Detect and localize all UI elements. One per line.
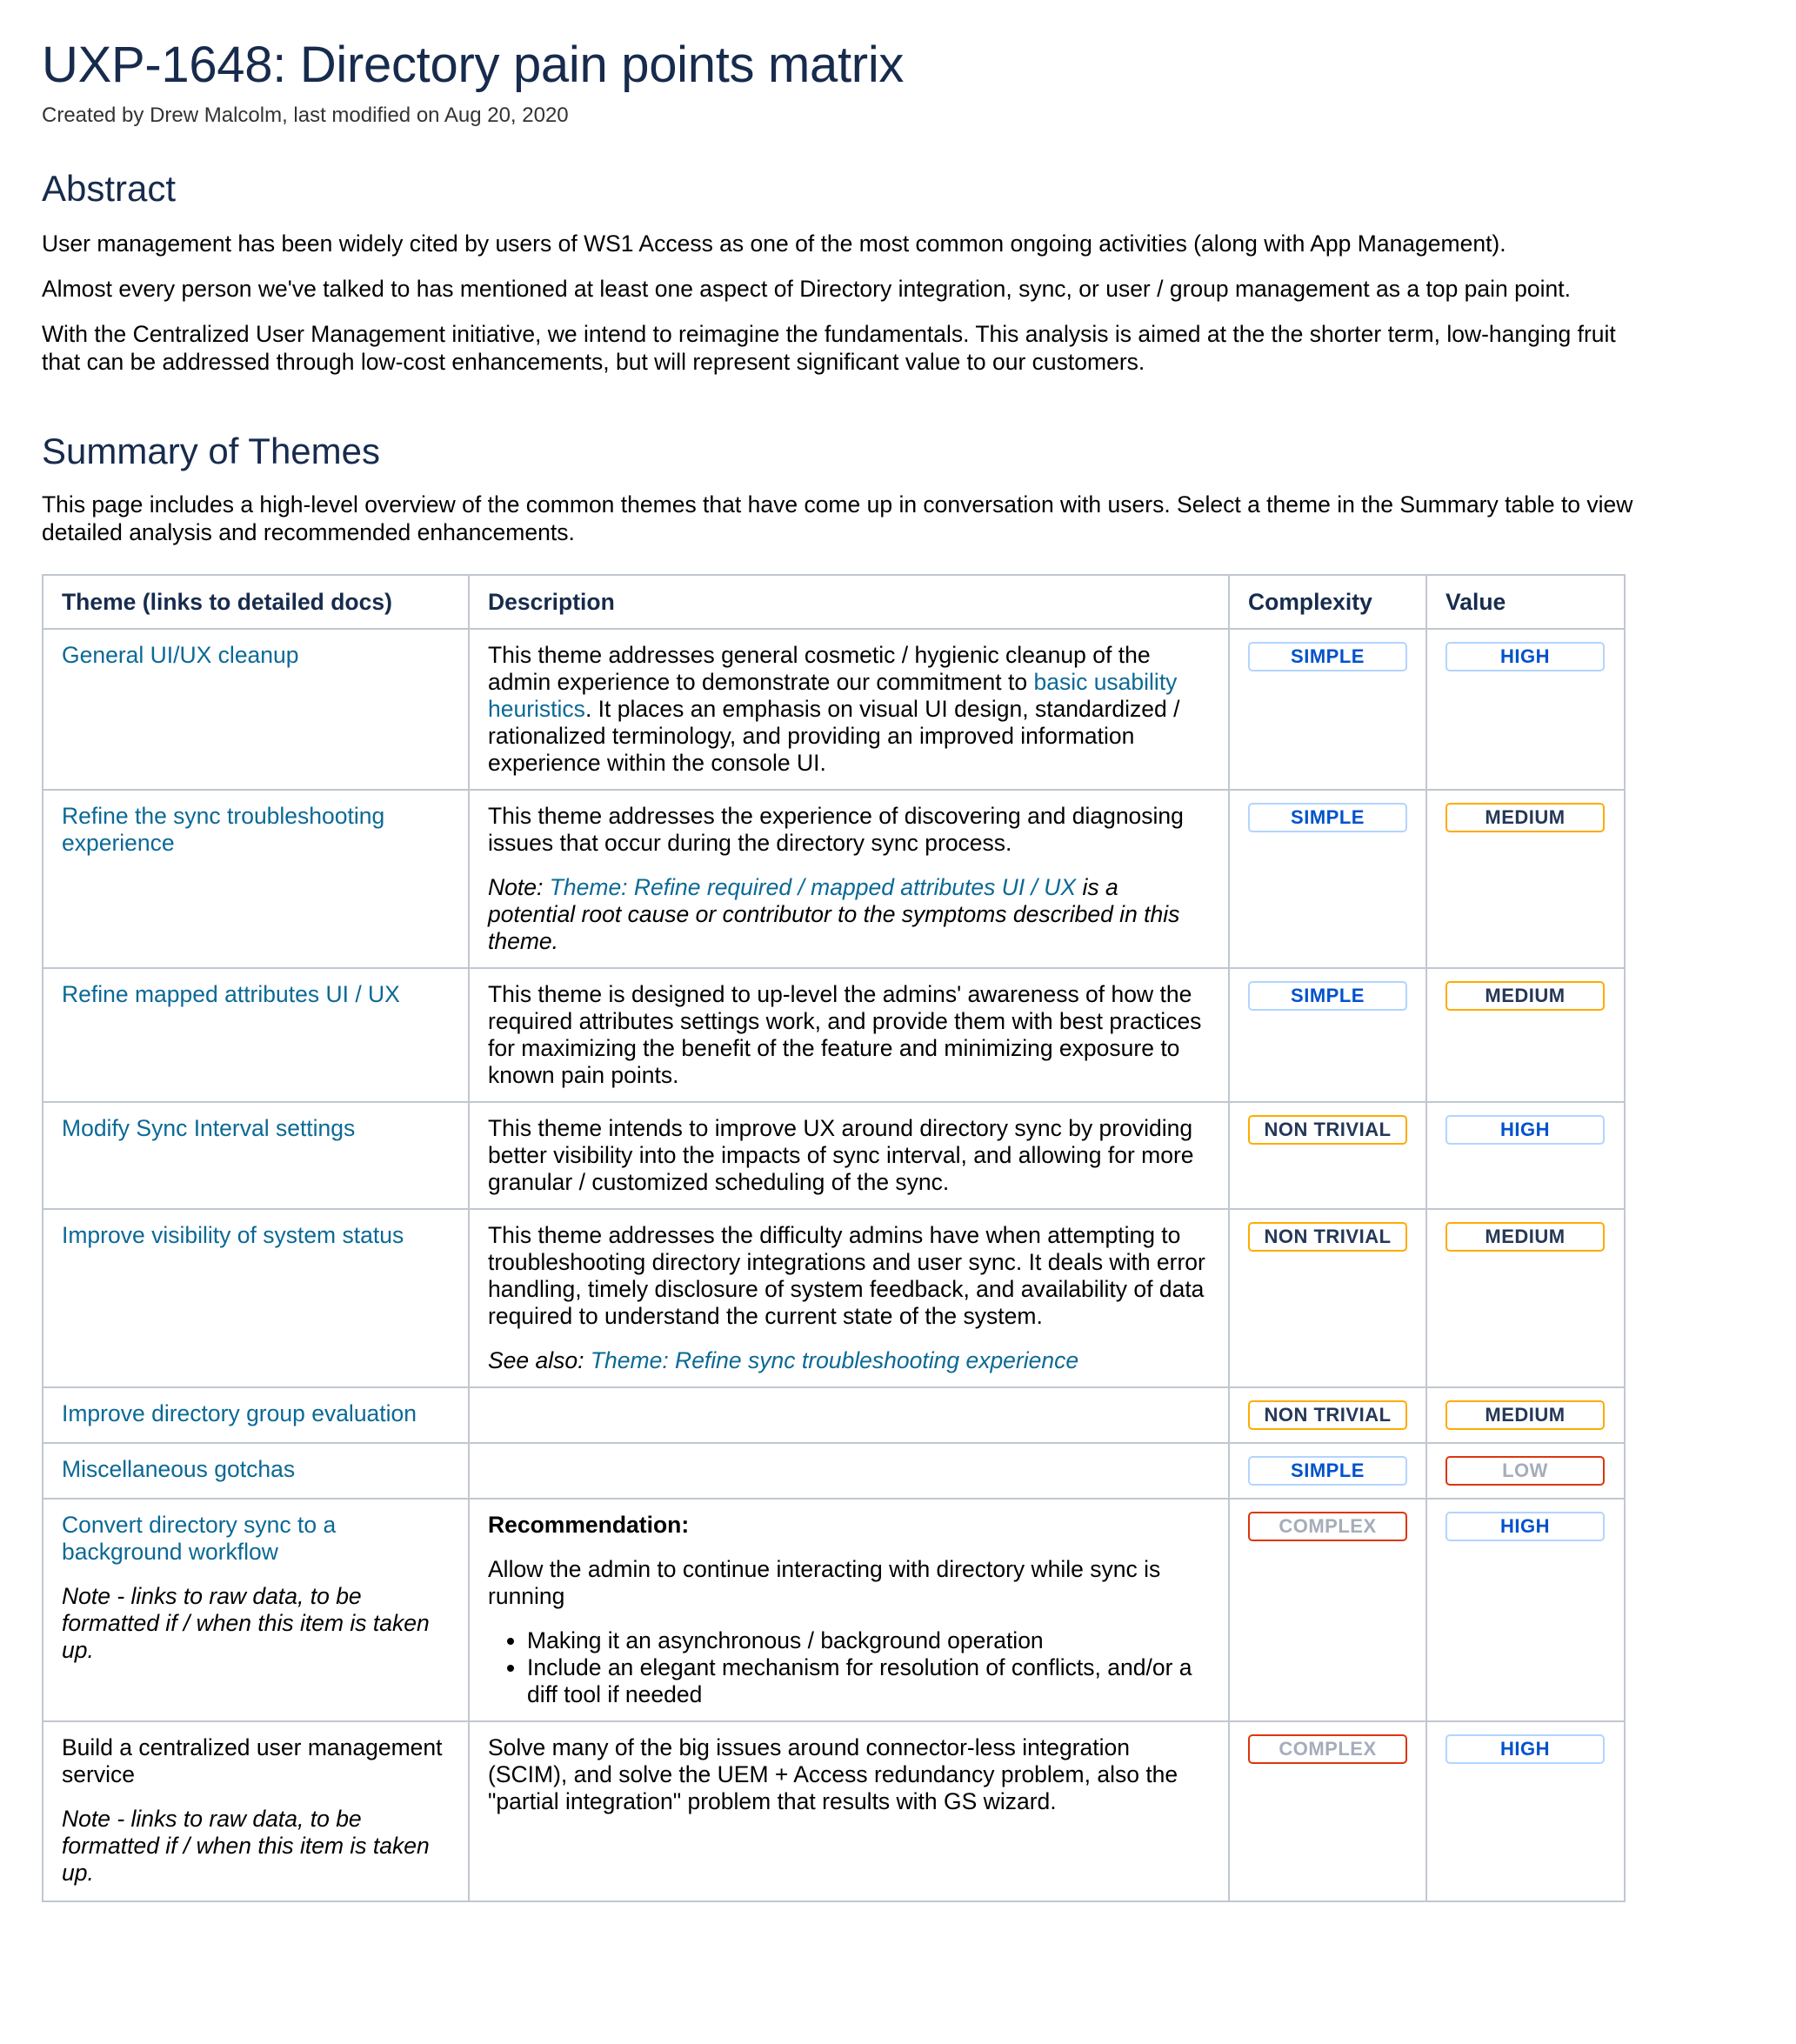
value-badge: MEDIUM: [1445, 1222, 1605, 1252]
description-cell: [469, 629, 1229, 790]
complexity-cell: [1229, 629, 1426, 790]
see-also-prefix: See also:: [488, 1347, 591, 1373]
recommendation-label: Recommendation:: [488, 1512, 690, 1538]
description-text: Solve many of the big issues around connector-less integration (SCIM), and solve the UEM + Access redundancy problem, also the "partial integration" problem that results with GS wizard.: [488, 1734, 1178, 1814]
complexity-cell: [1229, 1443, 1426, 1499]
complexity-cell: [1229, 790, 1426, 968]
description-cell: [469, 968, 1229, 1102]
table-row: [43, 1499, 1625, 1721]
theme-link-modify-sync-interval[interactable]: Modify Sync Interval settings: [62, 1115, 356, 1141]
theme-link-refine-sync-troubleshooting[interactable]: Refine the sync troubleshooting experience: [62, 803, 385, 856]
list-item: • Include an elegant mechanism for resolution of conflicts, and/or a diff tool if needed: [527, 1654, 1211, 1708]
value-badge: HIGH: [1445, 642, 1605, 671]
note-suffix: is a potential root cause or contributor to the symptoms described in this theme.: [488, 874, 1180, 954]
description-note: [488, 874, 1211, 955]
theme-link-convert-directory-sync-background[interactable]: Convert directory sync to a background workflow: [62, 1512, 337, 1565]
theme-link-general-ui-ux-cleanup[interactable]: General UI/UX cleanup: [62, 642, 299, 668]
theme-cell: [43, 1209, 469, 1387]
description-cell: [469, 1443, 1229, 1499]
theme-cell: [43, 1499, 469, 1721]
theme-cell: [43, 790, 469, 968]
theme-cell: [43, 629, 469, 790]
table-row: [43, 1209, 1625, 1387]
value-badge: MEDIUM: [1445, 803, 1605, 832]
complexity-badge: SIMPLE: [1248, 642, 1407, 671]
complexity-badge: NON TRIVIAL: [1248, 1222, 1407, 1252]
theme-cell: [43, 1721, 469, 1901]
description-text: [488, 642, 1211, 777]
description-cell: [469, 1209, 1229, 1387]
complexity-badge: NON TRIVIAL: [1248, 1400, 1407, 1430]
complexity-badge: SIMPLE: [1248, 1456, 1407, 1486]
abstract-paragraph: User management has been widely cited by users of WS1 Access as one of the most common ongoing activities (along with App Management).: [42, 230, 1506, 257]
theme-link-improve-directory-group-evaluation[interactable]: Improve directory group evaluation: [62, 1400, 417, 1426]
value-cell: [1426, 968, 1625, 1102]
refine-mapped-attributes-link[interactable]: Theme: Refine required / mapped attributes UI / UX: [549, 874, 1077, 900]
theme-link-improve-visibility-system-status[interactable]: Improve visibility of system status: [62, 1222, 404, 1248]
abstract-heading: Abstract: [42, 168, 177, 209]
description-text: This theme addresses the difficulty admins have when attempting to troubleshooting directory integrations and user sync. It deals with error handling, timely disclosure of system feedback, and availability of data required to understand the current state of the system.: [488, 1222, 1205, 1329]
value-badge: HIGH: [1445, 1115, 1605, 1145]
description-cell: [469, 1387, 1229, 1443]
value-cell: [1426, 1102, 1625, 1209]
description-cell: [469, 1102, 1229, 1209]
table-row: [43, 1387, 1625, 1443]
complexity-cell: [1229, 968, 1426, 1102]
description-text: This theme intends to improve UX around directory sync by providing better visibility into the impacts of sync interval, and allowing for more granular / customized scheduling of the sync.: [488, 1115, 1194, 1195]
note-prefix: Note:: [488, 874, 550, 900]
value-badge: HIGH: [1445, 1734, 1605, 1764]
header-description: Description: [469, 575, 1229, 629]
value-cell: [1426, 1499, 1625, 1721]
table-row: [43, 629, 1625, 790]
themes-table: [42, 574, 1626, 1902]
complexity-badge: COMPLEX: [1248, 1734, 1407, 1764]
description-text: This theme addresses the experience of discovering and diagnosing issues that occur during the directory sync process.: [488, 803, 1184, 856]
value-badge: HIGH: [1445, 1512, 1605, 1541]
theme-note: Note - links to raw data, to be formatted if / when this item is taken up.: [62, 1583, 430, 1663]
value-badge: MEDIUM: [1445, 981, 1605, 1011]
complexity-cell: [1229, 1209, 1426, 1387]
table-row: [43, 1721, 1625, 1901]
complexity-cell: [1229, 1499, 1426, 1721]
table-row: [43, 968, 1625, 1102]
complexity-cell: [1229, 1102, 1426, 1209]
abstract-paragraph: With the Centralized User Management initiative, we intend to reimagine the fundamentals. This analysis is aimed at the the shorter term, low-hanging fruit that can be addressed through low-cost enhancements, but will represent significant value to our customers.: [42, 321, 1616, 375]
table-header-row: [43, 575, 1625, 629]
description-text-post: . It places an emphasis on visual UI design, standardized / rationalized terminology, and providing an improved information experience within the console UI.: [488, 696, 1180, 776]
abstract-paragraph: Almost every person we've talked to has mentioned at least one aspect of Directory integration, sync, or user / group management as a top pain point.: [42, 276, 1571, 302]
description-cell: [469, 1721, 1229, 1901]
recommendation-list: [488, 1627, 1211, 1708]
value-cell: [1426, 790, 1625, 968]
theme-text: Build a centralized user management service: [62, 1734, 443, 1787]
complexity-cell: [1229, 1387, 1426, 1443]
theme-cell: [43, 1102, 469, 1209]
value-cell: [1426, 629, 1625, 790]
theme-note: Note - links to raw data, to be formatted if / when this item is taken up.: [62, 1806, 430, 1886]
value-cell: [1426, 1387, 1625, 1443]
value-badge: MEDIUM: [1445, 1400, 1605, 1430]
header-complexity: Complexity: [1229, 575, 1426, 629]
value-cell: [1426, 1721, 1625, 1901]
complexity-badge: SIMPLE: [1248, 981, 1407, 1011]
table-row: [43, 1443, 1625, 1499]
complexity-badge: COMPLEX: [1248, 1512, 1407, 1541]
description-text: Allow the admin to continue interacting with directory while sync is running: [488, 1556, 1161, 1609]
refine-sync-troubleshooting-link[interactable]: Theme: Refine sync troubleshooting experience: [590, 1347, 1079, 1373]
header-theme: Theme (links to detailed docs): [43, 575, 469, 629]
value-badge: LOW: [1445, 1456, 1605, 1486]
theme-cell: [43, 968, 469, 1102]
see-also-note: [488, 1347, 1211, 1374]
theme-cell: [43, 1387, 469, 1443]
summary-intro: This page includes a high-level overview of the common themes that have come up in conversation with users. Select a theme in the Summary table to view detailed analysis and recommended enhancements.: [42, 491, 1633, 545]
complexity-cell: [1229, 1721, 1426, 1901]
theme-cell: [43, 1443, 469, 1499]
description-cell: [469, 1499, 1229, 1721]
complexity-badge: NON TRIVIAL: [1248, 1115, 1407, 1145]
basic-usability-heuristics-link[interactable]: basic usability heuristics: [488, 669, 1178, 722]
description-text-pre: This theme addresses general cosmetic / hygienic cleanup of the admin experience to demonstrate our commitment to: [488, 642, 1151, 695]
table-row: [43, 790, 1625, 968]
header-value: Value: [1426, 575, 1625, 629]
value-cell: [1426, 1443, 1625, 1499]
summary-heading: Summary of Themes: [42, 431, 381, 471]
value-cell: [1426, 1209, 1625, 1387]
complexity-badge: SIMPLE: [1248, 803, 1407, 832]
description-cell: [469, 790, 1229, 968]
page-title: UXP-1648: Directory pain points matrix: [42, 37, 905, 93]
table-row: [43, 1102, 1625, 1209]
list-item: • Making it an asynchronous / background operation: [527, 1627, 1211, 1654]
theme-link-miscellaneous-gotchas[interactable]: Miscellaneous gotchas: [62, 1456, 296, 1482]
page-byline: Created by Drew Malcolm, last modified on Aug 20, 2020: [42, 104, 569, 127]
theme-link-refine-mapped-attributes[interactable]: Refine mapped attributes UI / UX: [62, 981, 400, 1007]
description-text: This theme is designed to up-level the admins' awareness of how the required attributes settings work, and provide them with best practices for maximizing the benefit of the feature and minimizing exposure to known pain points.: [488, 981, 1202, 1088]
